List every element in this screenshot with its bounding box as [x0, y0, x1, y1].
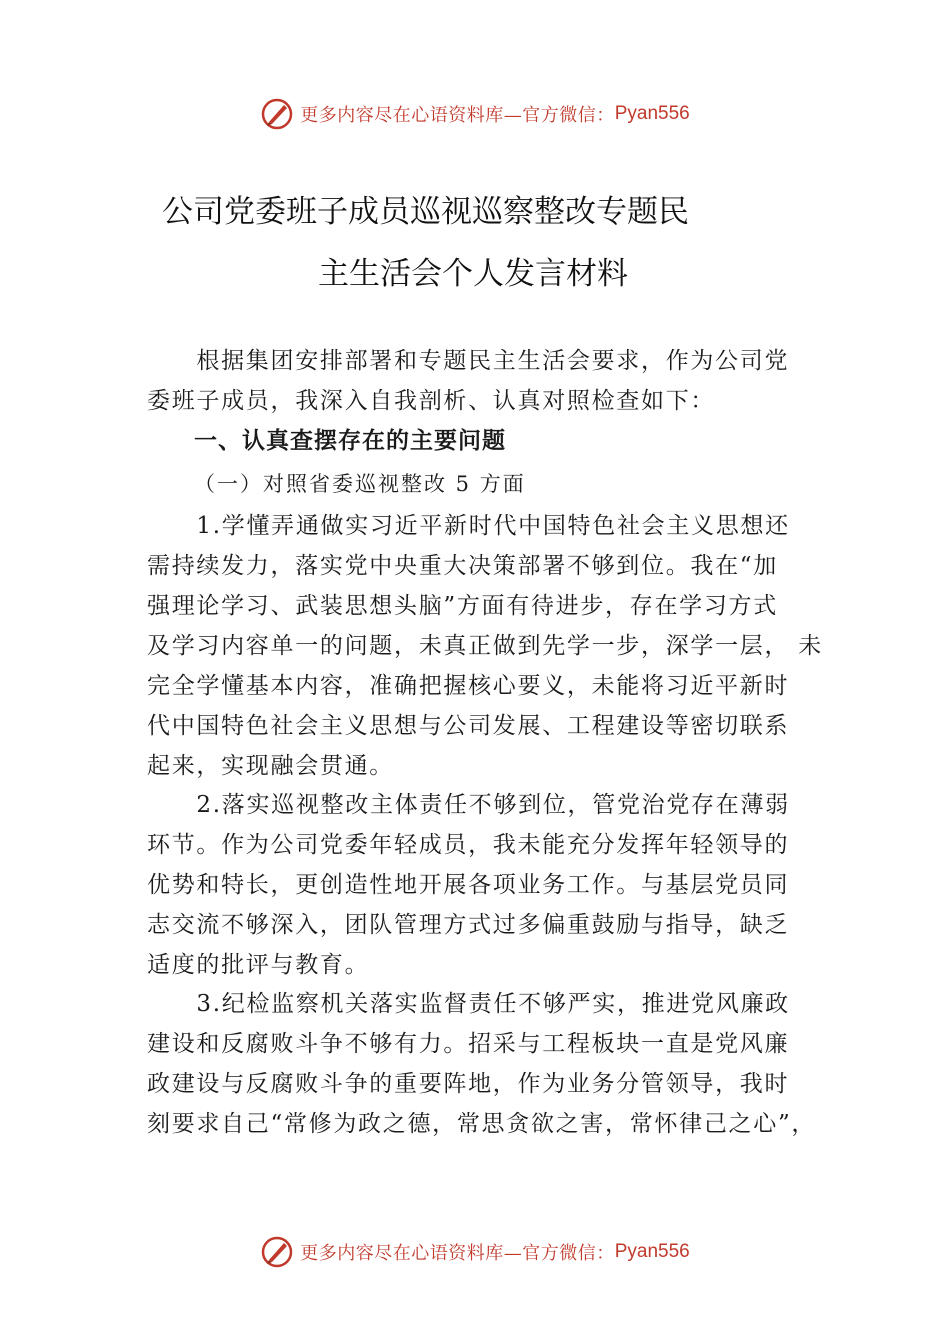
paragraph-line: 及学习内容单一的问题，未真正做到先学一步，深学一层， 未 — [147, 633, 823, 659]
header-banner — [0, 94, 950, 134]
intro-paragraph — [147, 341, 819, 421]
paragraph-line: 适度的批评与教育。 — [147, 952, 370, 978]
banner-text: 更多内容尽在心语资料库—官方微信： — [300, 1243, 615, 1264]
paragraph-line: 环节。作为公司党委年轻成员，我未能充分发挥年轻领导的 — [147, 832, 790, 858]
paragraph-line: 2.落实巡视整改主体责任不够到位，管党治党存在薄弱 — [147, 792, 790, 818]
paragraph-line: 建设和反腐败斗争不够有力。招采与工程板块一直是党风廉 — [147, 1031, 790, 1057]
paragraph-2 — [147, 785, 819, 985]
paragraph-line: 需持续发力，落实党中央重大决策部署不够到位。我在“加 — [147, 553, 778, 579]
paragraph-line: 委班子成员，我深入自我剖析、认真对照检查如下： — [147, 388, 716, 414]
banner-wechat-id: Pyan556 — [614, 1241, 690, 1262]
paragraph-line: 强理论学习、武装思想头脑”方面有待进步，存在学习方式 — [147, 593, 778, 619]
section-heading: 一、认真查摆存在的主要问题 — [194, 428, 506, 454]
paragraph-line: 3.纪检监察机关落实监督责任不够严实，推进党风廉政 — [147, 991, 790, 1017]
subsection-heading: （一）对照省委巡视整改 5 方面 — [194, 472, 526, 496]
paragraph-line: 政建设与反腐败斗争的重要阵地，作为业务分管领导，我时 — [147, 1071, 790, 1097]
document-title-line1: 公司党委班子成员巡视巡察整改专题民 — [162, 194, 689, 230]
document-title-line2: 主生活会个人发言材料 — [318, 256, 628, 292]
paragraph-line: 志交流不够深入，团队管理方式过多偏重鼓励与指导，缺乏 — [147, 912, 790, 938]
paragraph-1 — [147, 506, 823, 786]
paragraph-line: 优势和特长，更创造性地开展各项业务工作。与基层党员同 — [147, 872, 790, 898]
pen-logo-icon — [260, 97, 294, 131]
paragraph-line: 完全学懂基本内容，准确把握核心要义，未能将习近平新时 — [147, 673, 790, 699]
paragraph-line: 根据集团安排部署和专题民主生活会要求，作为公司党 — [147, 348, 790, 374]
pen-logo-icon — [260, 1235, 294, 1269]
banner-wechat-id: Pyan556 — [614, 103, 690, 124]
paragraph-line: 刻要求自己“常修为政之德，常思贪欲之害，常怀律己之心”， — [147, 1111, 817, 1137]
paragraph-line: 1.学懂弄通做实习近平新时代中国特色社会主义思想还 — [147, 513, 790, 539]
banner-text: 更多内容尽在心语资料库—官方微信： — [300, 105, 615, 126]
footer-banner — [0, 1232, 950, 1272]
paragraph-line: 起来，实现融会贯通。 — [147, 753, 394, 779]
paragraph-3 — [147, 984, 819, 1144]
paragraph-line: 代中国特色社会主义思想与公司发展、工程建设等密切联系 — [147, 713, 790, 739]
